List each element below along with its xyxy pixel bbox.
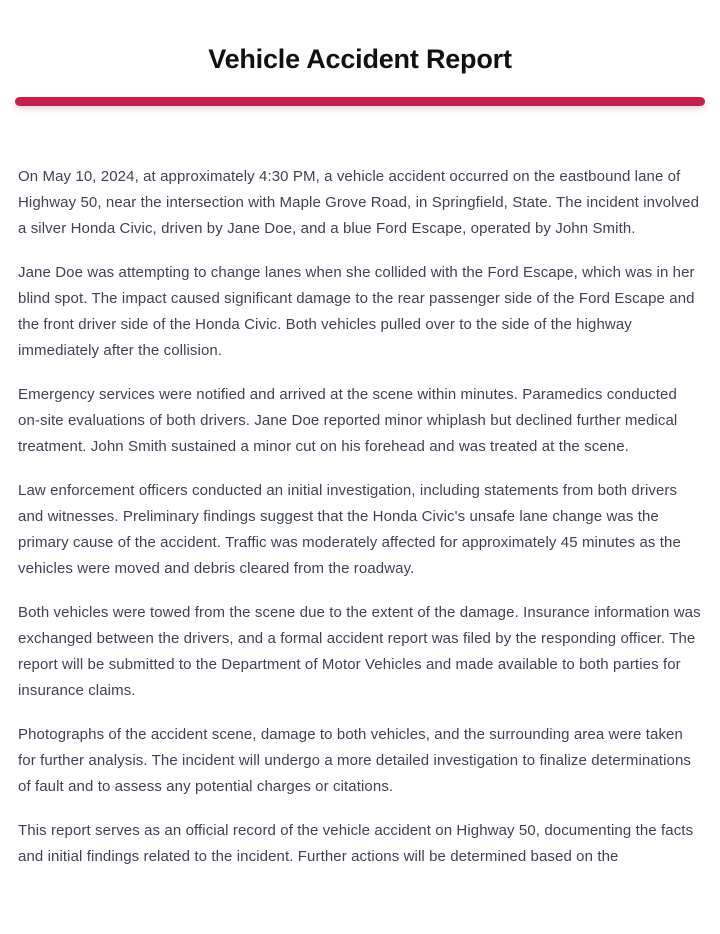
report-paragraph-incident-overview: On May 10, 2024, at approximately 4:30 PM, a vehicle accident occurred on the eastbound lane of Highway 50, near the intersection with Maple Grove Road, in Springfield, State. The incident involved a silver Honda Civic, driven by Jane Doe, and a blue Ford Escape, operated by John Smith.	[18, 168, 700, 237]
report-paragraph-collision-details: Jane Doe was attempting to change lanes when she collided with the Ford Escape, which was in her blind spot. The impact caused significant damage to the rear passenger side of the Ford Escape and the front driver side of the Honda Civic. Both vehicles pulled over to the side of the highway immediately after the collision.	[18, 264, 695, 359]
report-body	[0, 106, 720, 870]
report-paragraph-photographs-analysis: Photographs of the accident scene, damage to both vehicles, and the surrounding area were taken for further analysis. The incident will undergo a more detailed investigation to finalize determinations of fault and to assess any potential charges or citations.	[18, 726, 691, 795]
report-paragraph-official-record: This report serves as an official record of the vehicle accident on Highway 50, documenting the facts and initial findings related to the incident. Further actions will be determined based on the	[18, 822, 694, 865]
title-divider-rule	[15, 97, 705, 106]
report-paragraph-investigation-findings: Law enforcement officers conducted an initial investigation, including statements from both drivers and witnesses. Preliminary findings suggest that the Honda Civic's unsafe lane change was the primary cause of the accident. Traffic was moderately affected for approximately 45 minutes as the vehicles were moved and debris cleared from the roadway.	[18, 482, 681, 577]
report-paragraph-emergency-response: Emergency services were notified and arrived at the scene within minutes. Paramedics conducted on-site evaluations of both drivers. Jane Doe reported minor whiplash but declined further medical treatment. John Smith sustained a minor cut on his forehead and was treated at the scene.	[18, 386, 678, 455]
report-paragraph-towing-insurance: Both vehicles were towed from the scene due to the extent of the damage. Insurance information was exchanged between the drivers, and a formal accident report was filed by the responding officer. The report will be submitted to the Department of Motor Vehicles and made available to both parties for insurance claims.	[18, 604, 701, 699]
page-title: Vehicle Accident Report	[208, 44, 512, 74]
